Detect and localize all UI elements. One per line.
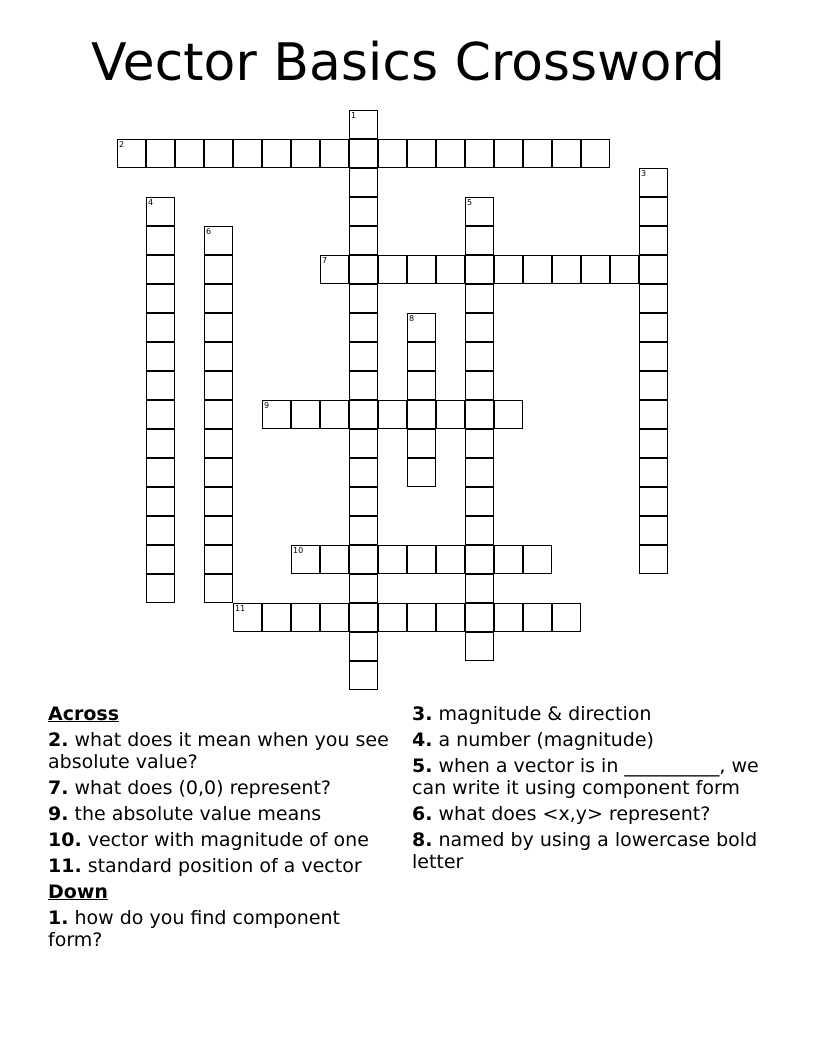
grid-cell[interactable] [349,313,378,342]
clue-item [412,729,782,751]
grid-cell[interactable] [349,197,378,226]
grid-cell[interactable] [146,284,175,313]
grid-cell[interactable] [204,284,233,313]
grid-cell[interactable] [523,255,552,284]
grid-cell[interactable] [465,574,494,603]
grid-cell[interactable] [465,603,494,632]
grid-cell[interactable] [552,139,581,168]
grid-cell[interactable] [320,139,349,168]
grid-cell[interactable] [378,400,407,429]
grid-cell[interactable] [581,139,610,168]
grid-cell[interactable] [436,400,465,429]
grid-cell[interactable] [465,458,494,487]
grid-cell[interactable] [494,545,523,574]
clue-text: magnitude & direction [432,703,652,725]
clue-number: 4. [412,729,433,751]
clue-number-label: 10 [293,546,304,555]
clue-text: when a vector is in __________, we can write it using component form [412,755,759,799]
clue-item [412,755,782,799]
clue-item [412,829,782,873]
grid-cell[interactable] [465,313,494,342]
grid-cell[interactable] [407,429,436,458]
grid-cell[interactable] [552,255,581,284]
clue-text: standard position of a vector [81,855,362,877]
clue-item [48,907,393,951]
grid-cell[interactable] [436,545,465,574]
clue-number: 2. [48,729,69,751]
grid-cell[interactable] [291,400,320,429]
grid-cell[interactable] [146,516,175,545]
grid-cell[interactable] [146,400,175,429]
grid-cell[interactable] [146,545,175,574]
clue-number: 10. [48,829,82,851]
grid-cell[interactable] [349,458,378,487]
grid-cell[interactable] [146,458,175,487]
grid-cell[interactable] [639,313,668,342]
grid-cell[interactable] [523,545,552,574]
grid-cell[interactable] [610,255,639,284]
grid-cell[interactable] [262,400,291,429]
grid-cell[interactable] [349,400,378,429]
clue-number: 8. [412,829,433,851]
clue-number: 7. [48,777,69,799]
clue-number: 6. [412,803,433,825]
clue-number-label: 5 [467,198,473,207]
clue-text: the absolute value means [68,803,322,825]
grid-cell[interactable] [465,255,494,284]
grid-cell[interactable] [494,139,523,168]
grid-cell[interactable] [233,603,262,632]
grid-cell[interactable] [494,400,523,429]
clue-number: 1. [48,907,69,929]
clue-text: what does <x,y> represent? [432,803,711,825]
grid-cell[interactable] [349,516,378,545]
grid-cell[interactable] [117,139,146,168]
grid-cell[interactable] [465,197,494,226]
grid-cell[interactable] [320,603,349,632]
clue-number: 5. [412,755,433,777]
grid-cell[interactable] [494,255,523,284]
clue-text: what does it mean when you see absolute value? [48,729,389,773]
grid-cell[interactable] [349,487,378,516]
grid-cell[interactable] [146,371,175,400]
grid-cell[interactable] [204,342,233,371]
grid-cell[interactable] [407,458,436,487]
clue-heading-across: Across [48,703,120,725]
grid-cell[interactable] [639,516,668,545]
grid-cell[interactable] [639,400,668,429]
grid-cell[interactable] [204,487,233,516]
grid-cell[interactable] [204,458,233,487]
grid-cell[interactable] [465,226,494,255]
grid-cell[interactable] [465,632,494,661]
grid-cell[interactable] [349,342,378,371]
grid-cell[interactable] [465,487,494,516]
grid-cell[interactable] [291,139,320,168]
grid-cell[interactable] [494,603,523,632]
grid-cell[interactable] [349,168,378,197]
grid-cell[interactable] [407,400,436,429]
clue-text: how do you find component form? [48,907,341,951]
clue-item [48,803,393,825]
grid-cell[interactable] [320,545,349,574]
grid-cell[interactable] [204,255,233,284]
grid-cell[interactable] [204,545,233,574]
grid-cell[interactable] [436,603,465,632]
grid-cell[interactable] [146,197,175,226]
clue-number-label: 9 [264,401,270,410]
clue-text: a number (magnitude) [432,729,654,751]
grid-cell[interactable] [146,313,175,342]
grid-cell[interactable] [465,516,494,545]
grid-cell[interactable] [407,342,436,371]
grid-cell[interactable] [320,400,349,429]
clue-number: 11. [48,855,82,877]
grid-cell[interactable] [465,139,494,168]
grid-cell[interactable] [349,110,378,139]
clue-heading-down: Down [48,881,108,903]
clue-number-label: 8 [409,314,415,323]
clue-item [48,777,393,799]
clues-left-column [48,703,393,955]
grid-cell[interactable] [436,139,465,168]
grid-cell[interactable] [349,226,378,255]
grid-cell[interactable] [552,603,581,632]
grid-cell[interactable] [204,574,233,603]
clue-number-label: 1 [351,111,357,120]
clue-item [48,855,393,877]
grid-cell[interactable] [349,545,378,574]
grid-cell[interactable] [146,255,175,284]
grid-cell[interactable] [204,400,233,429]
grid-cell[interactable] [204,371,233,400]
grid-cell[interactable] [436,255,465,284]
grid-cell[interactable] [639,371,668,400]
grid-cell[interactable] [204,429,233,458]
grid-cell[interactable] [204,226,233,255]
clues-right-column [412,703,782,877]
clue-number: 3. [412,703,433,725]
grid-cell[interactable] [233,139,262,168]
grid-cell[interactable] [146,487,175,516]
clue-number: 9. [48,803,69,825]
grid-cell[interactable] [204,139,233,168]
grid-cell[interactable] [407,255,436,284]
grid-cell[interactable] [349,632,378,661]
grid-cell[interactable] [349,371,378,400]
grid-cell[interactable] [146,139,175,168]
grid-cell[interactable] [320,255,349,284]
grid-cell[interactable] [291,545,320,574]
grid-cell[interactable] [465,400,494,429]
grid-cell[interactable] [204,516,233,545]
grid-cell[interactable] [639,545,668,574]
grid-cell[interactable] [378,255,407,284]
grid-cell[interactable] [465,284,494,313]
clue-item [48,829,393,851]
clue-number-label: 2 [119,140,125,149]
grid-cell[interactable] [262,139,291,168]
clue-text: named by using a lowercase bold letter [412,829,758,873]
grid-cell[interactable] [146,429,175,458]
grid-cell[interactable] [262,603,291,632]
grid-cell[interactable] [378,139,407,168]
grid-cell[interactable] [204,313,233,342]
grid-cell[interactable] [349,139,378,168]
grid-cell[interactable] [407,545,436,574]
grid-cell[interactable] [639,487,668,516]
grid-cell[interactable] [523,603,552,632]
grid-cell[interactable] [291,603,320,632]
grid-cell[interactable] [378,545,407,574]
grid-cell[interactable] [146,226,175,255]
grid-cell[interactable] [407,313,436,342]
clue-text: vector with magnitude of one [81,829,369,851]
grid-cell[interactable] [523,139,552,168]
grid-cell[interactable] [465,371,494,400]
grid-cell[interactable] [349,429,378,458]
grid-cell[interactable] [639,342,668,371]
clue-item [412,703,782,725]
clue-number-label: 6 [206,227,212,236]
grid-cell[interactable] [639,255,668,284]
grid-cell[interactable] [349,574,378,603]
grid-cell[interactable] [407,603,436,632]
grid-cell[interactable] [407,371,436,400]
grid-cell[interactable] [465,429,494,458]
grid-cell[interactable] [639,429,668,458]
grid-cell[interactable] [465,342,494,371]
grid-cell[interactable] [639,226,668,255]
grid-cell[interactable] [639,197,668,226]
grid-cell[interactable] [378,603,407,632]
grid-cell[interactable] [349,603,378,632]
clue-number-label: 4 [148,198,154,207]
clue-item [48,729,393,773]
clue-number-label: 11 [235,604,246,613]
grid-cell[interactable] [465,545,494,574]
grid-cell[interactable] [349,661,378,690]
clue-text: what does (0,0) represent? [68,777,331,799]
grid-cell[interactable] [639,168,668,197]
grid-cell[interactable] [175,139,204,168]
page-title: Vector Basics Crossword [91,33,725,93]
grid-cell[interactable] [349,255,378,284]
clue-number-label: 7 [322,256,328,265]
clue-item [412,803,782,825]
grid-cell[interactable] [639,284,668,313]
grid-cell[interactable] [146,342,175,371]
grid-cell[interactable] [581,255,610,284]
grid-cell[interactable] [349,284,378,313]
grid-cell[interactable] [146,574,175,603]
clue-number-label: 3 [641,169,647,178]
grid-cell[interactable] [639,458,668,487]
grid-cell[interactable] [407,139,436,168]
